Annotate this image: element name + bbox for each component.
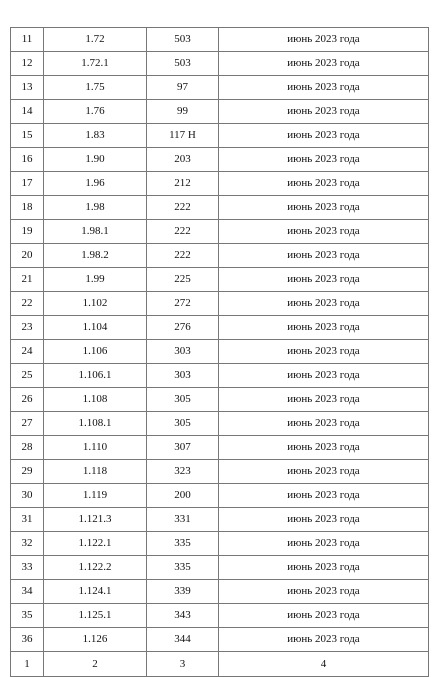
period-cell: июнь 2023 года	[219, 340, 429, 364]
table-row	[11, 436, 429, 460]
reference-number-cell: 276	[147, 316, 219, 340]
item-code-cell: 1.98.1	[44, 220, 147, 244]
table-row	[11, 76, 429, 100]
row-number-cell: 34	[11, 580, 44, 604]
row-number-cell: 23	[11, 316, 44, 340]
table-row	[11, 196, 429, 220]
column-number-cell: 1	[11, 652, 44, 677]
reference-number-cell: 305	[147, 412, 219, 436]
column-numbers-row	[11, 652, 429, 677]
table-row	[11, 532, 429, 556]
item-code-cell: 1.75	[44, 76, 147, 100]
row-number-cell: 17	[11, 172, 44, 196]
row-number-cell: 35	[11, 604, 44, 628]
reference-number-cell: 97	[147, 76, 219, 100]
table-row	[11, 412, 429, 436]
item-code-cell: 1.106.1	[44, 364, 147, 388]
period-cell: июнь 2023 года	[219, 316, 429, 340]
row-number-cell: 14	[11, 100, 44, 124]
table-row	[11, 28, 429, 52]
table-row	[11, 316, 429, 340]
reference-number-cell: 305	[147, 388, 219, 412]
table-row	[11, 604, 429, 628]
item-code-cell: 1.122.2	[44, 556, 147, 580]
row-number-cell: 24	[11, 340, 44, 364]
reference-number-cell: 212	[147, 172, 219, 196]
item-code-cell: 1.98	[44, 196, 147, 220]
reference-number-cell: 200	[147, 484, 219, 508]
reference-number-cell: 222	[147, 244, 219, 268]
period-cell: июнь 2023 года	[219, 52, 429, 76]
schedule-table	[10, 27, 429, 677]
table-row	[11, 508, 429, 532]
table-row	[11, 388, 429, 412]
table-row	[11, 580, 429, 604]
row-number-cell: 32	[11, 532, 44, 556]
row-number-cell: 30	[11, 484, 44, 508]
reference-number-cell: 343	[147, 604, 219, 628]
reference-number-cell: 225	[147, 268, 219, 292]
row-number-cell: 22	[11, 292, 44, 316]
period-cell: июнь 2023 года	[219, 460, 429, 484]
table-row	[11, 244, 429, 268]
item-code-cell: 1.72.1	[44, 52, 147, 76]
reference-number-cell: 307	[147, 436, 219, 460]
reference-number-cell: 503	[147, 28, 219, 52]
row-number-cell: 33	[11, 556, 44, 580]
row-number-cell: 21	[11, 268, 44, 292]
table-row	[11, 628, 429, 652]
reference-number-cell: 117 Н	[147, 124, 219, 148]
period-cell: июнь 2023 года	[219, 604, 429, 628]
reference-number-cell: 99	[147, 100, 219, 124]
period-cell: июнь 2023 года	[219, 580, 429, 604]
item-code-cell: 1.83	[44, 124, 147, 148]
row-number-cell: 26	[11, 388, 44, 412]
table-row	[11, 220, 429, 244]
row-number-cell: 28	[11, 436, 44, 460]
column-number-cell: 2	[44, 652, 147, 677]
period-cell: июнь 2023 года	[219, 172, 429, 196]
item-code-cell: 1.76	[44, 100, 147, 124]
row-number-cell: 20	[11, 244, 44, 268]
row-number-cell: 15	[11, 124, 44, 148]
reference-number-cell: 203	[147, 148, 219, 172]
table-body	[11, 28, 429, 677]
period-cell: июнь 2023 года	[219, 484, 429, 508]
row-number-cell: 36	[11, 628, 44, 652]
reference-number-cell: 344	[147, 628, 219, 652]
period-cell: июнь 2023 года	[219, 388, 429, 412]
table-row	[11, 100, 429, 124]
item-code-cell: 1.104	[44, 316, 147, 340]
item-code-cell: 1.102	[44, 292, 147, 316]
document-table-container	[10, 27, 428, 677]
row-number-cell: 18	[11, 196, 44, 220]
reference-number-cell: 331	[147, 508, 219, 532]
table-row	[11, 172, 429, 196]
table-row	[11, 340, 429, 364]
reference-number-cell: 339	[147, 580, 219, 604]
row-number-cell: 25	[11, 364, 44, 388]
item-code-cell: 1.90	[44, 148, 147, 172]
item-code-cell: 1.118	[44, 460, 147, 484]
period-cell: июнь 2023 года	[219, 220, 429, 244]
period-cell: июнь 2023 года	[219, 244, 429, 268]
column-number-cell: 3	[147, 652, 219, 677]
reference-number-cell: 303	[147, 340, 219, 364]
item-code-cell: 1.110	[44, 436, 147, 460]
table-row	[11, 124, 429, 148]
item-code-cell: 1.125.1	[44, 604, 147, 628]
item-code-cell: 1.72	[44, 28, 147, 52]
item-code-cell: 1.96	[44, 172, 147, 196]
table-row	[11, 460, 429, 484]
period-cell: июнь 2023 года	[219, 268, 429, 292]
period-cell: июнь 2023 года	[219, 76, 429, 100]
item-code-cell: 1.108.1	[44, 412, 147, 436]
item-code-cell: 1.122.1	[44, 532, 147, 556]
period-cell: июнь 2023 года	[219, 196, 429, 220]
period-cell: июнь 2023 года	[219, 532, 429, 556]
item-code-cell: 1.98.2	[44, 244, 147, 268]
period-cell: июнь 2023 года	[219, 436, 429, 460]
row-number-cell: 12	[11, 52, 44, 76]
reference-number-cell: 222	[147, 196, 219, 220]
item-code-cell: 1.106	[44, 340, 147, 364]
item-code-cell: 1.126	[44, 628, 147, 652]
table-row	[11, 268, 429, 292]
table-row	[11, 292, 429, 316]
item-code-cell: 1.108	[44, 388, 147, 412]
reference-number-cell: 335	[147, 556, 219, 580]
table-row	[11, 556, 429, 580]
period-cell: июнь 2023 года	[219, 148, 429, 172]
table-row	[11, 484, 429, 508]
period-cell: июнь 2023 года	[219, 364, 429, 388]
row-number-cell: 11	[11, 28, 44, 52]
reference-number-cell: 335	[147, 532, 219, 556]
row-number-cell: 16	[11, 148, 44, 172]
reference-number-cell: 272	[147, 292, 219, 316]
period-cell: июнь 2023 года	[219, 628, 429, 652]
column-number-cell: 4	[219, 652, 429, 677]
period-cell: июнь 2023 года	[219, 124, 429, 148]
row-number-cell: 27	[11, 412, 44, 436]
period-cell: июнь 2023 года	[219, 412, 429, 436]
table-row	[11, 52, 429, 76]
period-cell: июнь 2023 года	[219, 100, 429, 124]
item-code-cell: 1.119	[44, 484, 147, 508]
item-code-cell: 1.121.3	[44, 508, 147, 532]
row-number-cell: 29	[11, 460, 44, 484]
row-number-cell: 31	[11, 508, 44, 532]
row-number-cell: 19	[11, 220, 44, 244]
item-code-cell: 1.124.1	[44, 580, 147, 604]
period-cell: июнь 2023 года	[219, 556, 429, 580]
reference-number-cell: 503	[147, 52, 219, 76]
reference-number-cell: 222	[147, 220, 219, 244]
reference-number-cell: 303	[147, 364, 219, 388]
period-cell: июнь 2023 года	[219, 292, 429, 316]
period-cell: июнь 2023 года	[219, 28, 429, 52]
period-cell: июнь 2023 года	[219, 508, 429, 532]
table-row	[11, 148, 429, 172]
table-row	[11, 364, 429, 388]
reference-number-cell: 323	[147, 460, 219, 484]
row-number-cell: 13	[11, 76, 44, 100]
item-code-cell: 1.99	[44, 268, 147, 292]
